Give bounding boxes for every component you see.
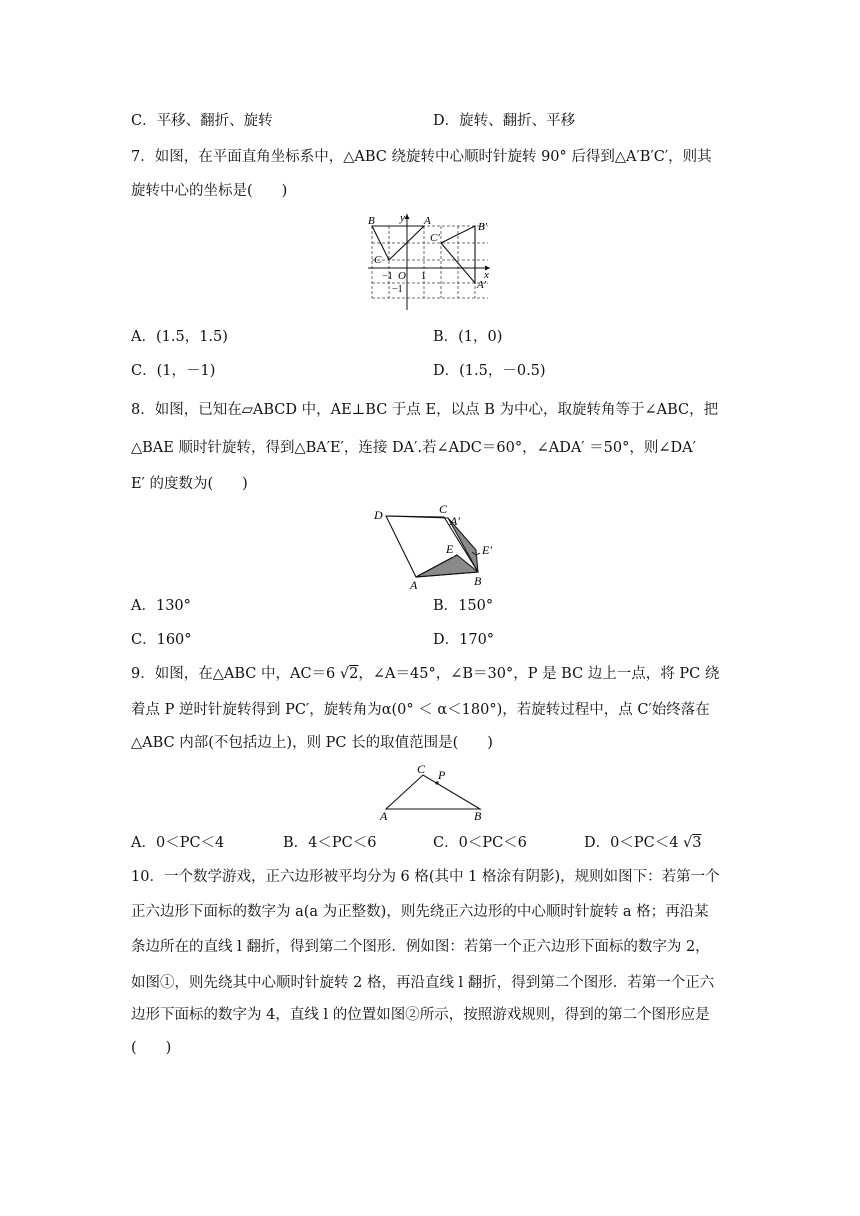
q7-label-b: B — [368, 215, 375, 227]
q8-text-line1: 8．如图，已知在▱ABCD 中，AE⊥BC 于点 E，以点 B 为中心，取旋转角等于∠ABC，把 — [131, 402, 719, 418]
q7-text-line1: 7．如图，在平面直角坐标系中，△ABC 绕旋转中心顺时针旋转 90° 后得到△A′B′C′，则其 — [131, 149, 712, 165]
q9-option-c: C．0＜PC＜6 — [433, 835, 527, 851]
q7-option-d: D．(1.5，－0.5) — [433, 363, 546, 379]
q8-label-c: C — [439, 502, 448, 516]
q8-triangle-bae — [416, 555, 478, 577]
q7-label-neg1: −1 — [382, 271, 393, 282]
q7-option-c: C．(1，－1) — [131, 363, 216, 379]
q7-option-b: B．(1，0) — [433, 329, 503, 345]
q10-text-line5: 边形下面标的数字为 4，直线 l 的位置如图②所示，按照游戏规则，得到的第二个图形应是 — [131, 1007, 710, 1023]
q6-option-c: C．平移、翻折、旋转 — [131, 113, 273, 129]
q9-text-line3: △ABC 内部(不包括边上)，则 PC 长的取值范围是( ) — [131, 735, 493, 751]
q7-y-arrow — [405, 214, 410, 219]
q7-label-x: x — [484, 269, 489, 281]
q7-label-o: O — [398, 270, 406, 282]
q10-text-line1: 10．一个数学游戏，正六边形被平均分为 6 格(其中 1 格涂有阴影)，规则如图下：若第一个 — [131, 869, 720, 885]
q9-triangle-abc — [386, 775, 480, 809]
q9-text-line1 — [131, 664, 719, 684]
q10-text-line3: 条边所在的直线 l 翻折，得到第二个图形．例如图：若第一个正六边形下面标的数字为 2， — [131, 939, 710, 955]
q9-sqrt-radicand: 2 — [349, 666, 359, 682]
q7-label-a: A — [424, 215, 431, 227]
q6-option-d: D．旋转、翻折、平移 — [433, 113, 576, 129]
q8-option-d: D．170° — [433, 632, 495, 648]
q7-label-one: 1 — [421, 271, 426, 282]
q7-label-y: y — [400, 212, 405, 224]
q7-label-cp: C′ — [430, 232, 440, 244]
q8-label-a: A — [410, 578, 418, 590]
q9-option-d-sqrt-sign: √ — [683, 835, 693, 851]
q9-option-d — [584, 833, 702, 853]
q9-sqrt-sign: √ — [339, 666, 350, 682]
q8-option-c: C．160° — [131, 632, 192, 648]
q7-label-bp: B′ — [478, 221, 488, 233]
q9-label-c: C — [417, 762, 426, 776]
q9-option-d-text: D．0＜PC＜4 — [584, 835, 684, 851]
q7-figure — [362, 208, 497, 314]
q10-text-line6: ( ) — [131, 1040, 172, 1056]
q7-label-negone: −1 — [392, 284, 403, 295]
q8-option-b: B．150° — [433, 598, 494, 614]
q9-text-line1-end: ，∠A＝45°，∠B＝30°，P 是 BC 边上一点，将 PC 绕 — [358, 666, 720, 682]
q8-figure — [368, 500, 503, 590]
q9-text-line2: 着点 P 逆时针旋转得到 PC′，旋转角为α(0° ＜ α＜180°)，若旋转过程中，点 C′始终落在 — [131, 702, 710, 718]
q8-label-ep: E′ — [482, 543, 492, 557]
q7-label-c: C — [374, 254, 382, 266]
q7-option-a: A．(1.5，1.5) — [131, 329, 228, 345]
q9-option-a: A．0＜PC＜4 — [131, 835, 225, 851]
q9-option-b: B．4＜PC＜6 — [283, 835, 377, 851]
q9-label-p: P — [438, 768, 446, 782]
q9-option-d-radicand: 3 — [692, 835, 702, 851]
q8-text-line3: E′ 的度数为( ) — [131, 476, 248, 492]
q8-option-a: A．130° — [131, 598, 191, 614]
q7-label-ap: A′ — [477, 279, 487, 291]
q7-text-line2: 旋转中心的坐标是( ) — [131, 183, 288, 199]
q7-triangle-apbpcp — [441, 226, 475, 283]
q8-label-b: B — [474, 574, 482, 588]
q9-figure — [376, 760, 488, 822]
q10-text-line2: 正六边形下面标的数字为 a(a 为正整数)，则先绕正六边形的中心顺时针旋转 a 格；再沿某 — [131, 904, 709, 920]
q8-label-d: D — [374, 508, 383, 522]
q10-text-line4: 如图①，则先绕其中心顺时针旋转 2 格，再沿直线 l 翻折，得到第二个图形．若第一个正六 — [131, 975, 715, 991]
q8-label-e: E — [446, 542, 454, 556]
q8-label-ap: A′ — [450, 514, 460, 528]
q9-text-line1-start: 9．如图，在△ABC 中，AC＝6 — [131, 666, 340, 682]
q9-label-a: A — [380, 809, 388, 822]
q8-text-line2: △BAE 顺时针旋转，得到△BA′E′，连接 DA′.若∠ADC＝60°，∠ADA′ ＝50°，则∠DA′ — [131, 440, 696, 456]
q9-label-b: B — [474, 809, 482, 822]
